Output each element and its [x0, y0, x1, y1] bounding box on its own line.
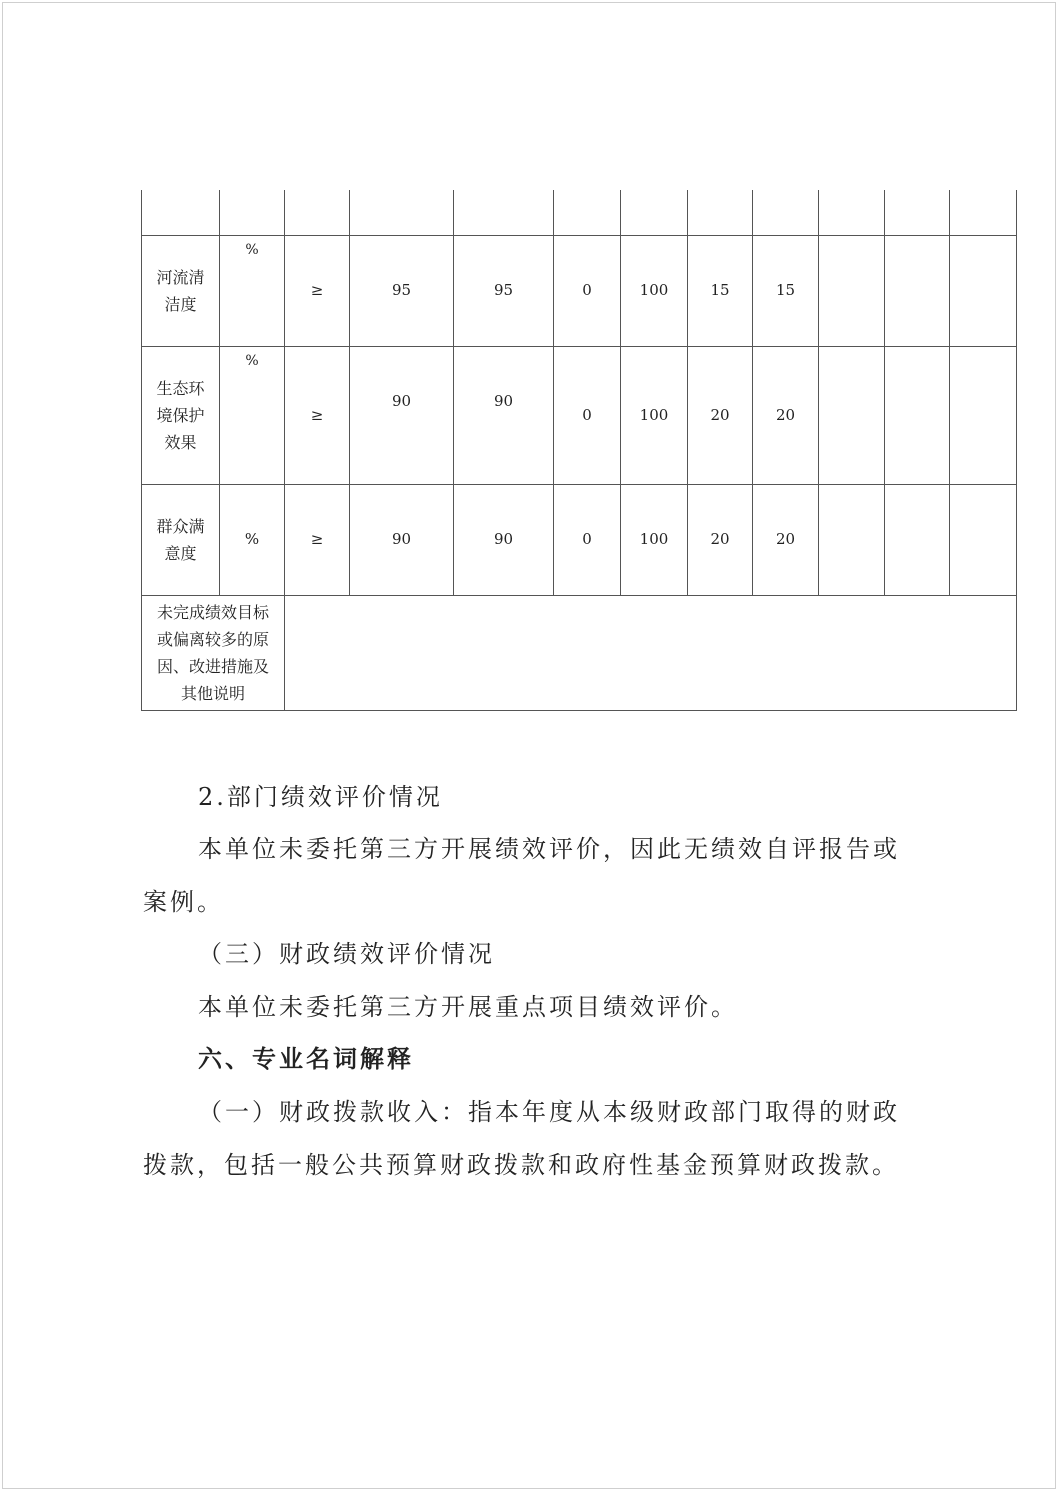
- actual-value-cell: [454, 346, 554, 484]
- table-row: [142, 484, 1017, 595]
- indicator-name-line: 洁度: [164, 294, 197, 314]
- section-heading-dept-evaluation: 2.部门绩效评价情况: [198, 783, 443, 811]
- indicator-name-line: 生态环: [156, 378, 205, 398]
- table-row: [142, 190, 1017, 235]
- score-cell: 15: [753, 235, 819, 346]
- target-value-cell: 90: [350, 484, 454, 595]
- operator-cell: ≥: [285, 346, 350, 484]
- unit-cell: [220, 346, 285, 484]
- min-cell: 0: [554, 235, 621, 346]
- note-label-line: 其他说明: [180, 683, 245, 703]
- actual-value-cell: 90: [454, 484, 554, 595]
- target-value-text: 90: [391, 391, 412, 410]
- note-label-line: 未完成绩效目标: [156, 602, 269, 622]
- operator-cell: ≥: [285, 484, 350, 595]
- weight-cell: 15: [688, 235, 753, 346]
- unit-text: %: [245, 241, 259, 258]
- section-heading-fiscal-evaluation: （三）财政绩效评价情况: [198, 940, 495, 968]
- target-value-cell: 95: [350, 235, 454, 346]
- indicator-name-line: 意度: [164, 543, 197, 563]
- section-heading-glossary: 六、专业名词解释: [198, 1044, 414, 1073]
- min-cell: 0: [554, 484, 621, 595]
- unit-cell: %: [220, 484, 285, 595]
- score-cell: 20: [753, 484, 819, 595]
- note-value-cell: [285, 595, 1017, 710]
- table-row: [142, 595, 1017, 710]
- indicator-name-cell: [142, 235, 220, 346]
- indicator-name-cell: [142, 484, 220, 595]
- indicator-name-line: 群众满: [156, 516, 205, 536]
- weight-cell: 20: [688, 484, 753, 595]
- operator-cell: ≥: [285, 235, 350, 346]
- note-label-line: 或偏离较多的原: [156, 629, 269, 649]
- performance-table: [141, 190, 1017, 711]
- max-cell: 100: [621, 484, 688, 595]
- target-value-cell: [350, 346, 454, 484]
- actual-value-cell: 95: [454, 235, 554, 346]
- unit-text: %: [245, 352, 259, 369]
- note-label-cell: [142, 595, 285, 710]
- score-cell: 20: [753, 346, 819, 484]
- indicator-name-line: 河流清: [156, 267, 205, 287]
- unit-cell: [220, 235, 285, 346]
- table-row: [142, 346, 1017, 484]
- note-label-line: 因、改进措施及: [156, 656, 269, 676]
- min-cell: 0: [554, 346, 621, 484]
- paragraph-line: 本单位未委托第三方开展重点项目绩效评价。: [198, 993, 738, 1021]
- actual-value-text: 90: [493, 391, 514, 410]
- weight-cell: 20: [688, 346, 753, 484]
- paragraph-line: 本单位未委托第三方开展绩效评价，因此无绩效自评报告或: [198, 835, 900, 863]
- table-row: [142, 235, 1017, 346]
- max-cell: 100: [621, 235, 688, 346]
- max-cell: 100: [621, 346, 688, 484]
- paragraph-line: 案例。: [143, 888, 224, 916]
- indicator-name-line: 境保护: [156, 405, 205, 425]
- paragraph-line: （一）财政拨款收入：指本年度从本级财政部门取得的财政: [198, 1098, 900, 1126]
- indicator-name-cell: [142, 346, 220, 484]
- indicator-name-line: 效果: [164, 432, 197, 452]
- paragraph-line: 拨款，包括一般公共预算财政拨款和政府性基金预算财政拨款。: [143, 1151, 899, 1179]
